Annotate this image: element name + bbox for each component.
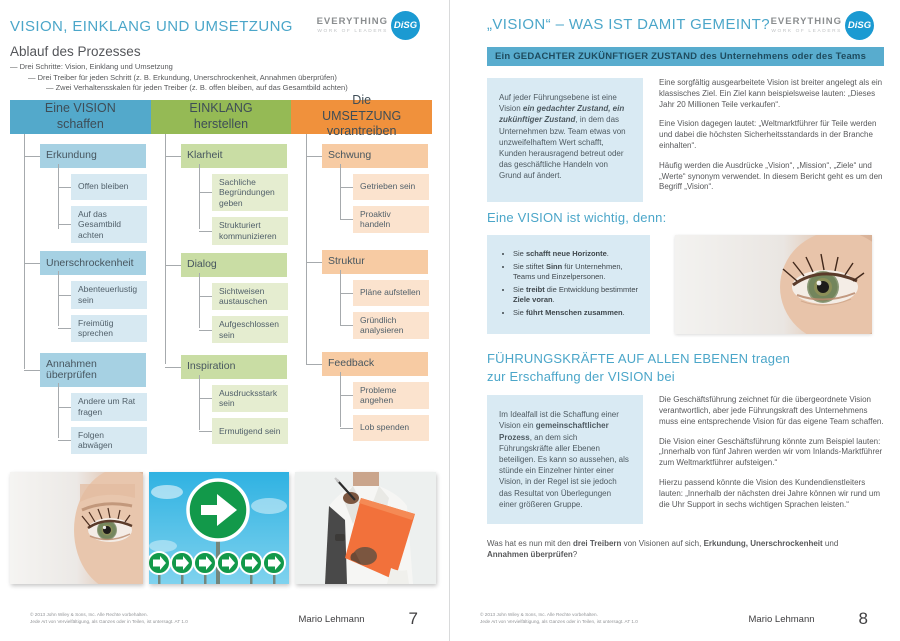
driver-group xyxy=(181,144,288,245)
paragraph: Eine Vision dagegen lautet: „Weltmarktführer für Teile werden und dabei die höchsten Sicherheitsstandards in der Branche einhalten“. xyxy=(659,119,877,150)
page-8 xyxy=(450,0,900,641)
leaders-text-column xyxy=(659,395,884,524)
importance-section xyxy=(487,235,884,334)
importance-heading: Eine VISION ist wichtig, denn: xyxy=(487,210,667,226)
skill-box: Strukturiert kommunizieren xyxy=(212,217,288,244)
process-note: — Zwei Verhaltensskalen für jeden Treiber (z. B. offen bleiben, auf das Gesamtbild achten) xyxy=(46,83,348,92)
skill-box: Aufgeschlossen sein xyxy=(212,316,288,343)
eye-closeup-photo xyxy=(10,472,143,584)
report-author: Mario Lehmann xyxy=(748,613,815,625)
bullet-item: • Sie stiftet Sinn für Unternehmen, Teams und Einzelpersonen. xyxy=(513,262,640,283)
logo-tagline: WORK OF LEADERS xyxy=(771,29,842,34)
skill-box: Probleme angehen xyxy=(353,382,429,409)
bullet-item: • Sie schafft neue Horizonte. xyxy=(513,249,640,260)
page-title: VISION, EINKLANG UND UMSETZUNG xyxy=(10,18,293,35)
process-notes xyxy=(10,62,432,94)
definition-section xyxy=(487,78,884,202)
photo-strip xyxy=(10,472,432,584)
column-header-einklang: EINKLANG herstellen xyxy=(151,100,292,134)
driver-group xyxy=(40,353,147,454)
person-with-orange-folder-photo xyxy=(295,472,436,584)
process-tree xyxy=(10,93,432,462)
column-header-vision: Eine VISION schaffen xyxy=(10,100,151,134)
driver-box: Klarheit xyxy=(181,144,287,168)
disg-logo-circle: DiSG xyxy=(391,11,420,40)
page-7-footer xyxy=(30,609,428,629)
tree-headers xyxy=(10,93,432,139)
paragraph: Die Vision einer Geschäftsführung könnte zum Beispiel lauten: „Innerhalb von fünf Jahren werden wir vom Inlands-Marktführer zum Weltmarktführer aufsteigen.“ xyxy=(659,436,883,468)
driver-group xyxy=(322,352,429,441)
copyright: © 2013 John Wiley & Sons, Inc. Alle Rechte vorbehalten. Jede Art von Vervielfältigung, als Ganzes oder in Teilen, ist untersagt. AT 1.0 xyxy=(480,612,638,625)
skill-box: Auf das Gesamtbild achten xyxy=(71,206,147,244)
skill-box: Abenteuerlustig sein xyxy=(71,281,147,308)
process-section-title: Ablauf des Prozesses xyxy=(10,44,141,59)
driver-group xyxy=(181,355,288,444)
tree-column-umsetzung xyxy=(292,134,433,462)
green-arrow-signs-photo xyxy=(149,472,289,584)
driver-group xyxy=(40,144,147,244)
definition-callout-box: Auf jeder Führungsebene ist eine Vision ein gedachter Zustand, ein zukünftiger Zustand, in dem das Unternehmen bzw. Team etwas von unzweifelhaftem Wert schafft, Kunden herausragend betreut oder das geschäftliche Handeln von Grund auf ändert. xyxy=(487,78,643,202)
skill-box: Ausdrucksstark sein xyxy=(212,385,288,412)
logo-tagline: WORK OF LEADERS xyxy=(317,29,388,34)
driver-box: Schwung xyxy=(322,144,428,168)
skill-box: Proaktiv handeln xyxy=(353,206,429,233)
skill-box: Ermutigend sein xyxy=(212,418,288,444)
leaders-callout-box: Im Idealfall ist die Schaffung einer Vision ein gemeinschaftlicher Prozess, an dem sich Führungskräfte aller Ebenen beteiligen. Es kann so aussehen, als stünde ein Einzelner hinter einer Vision, in der Regel ist sie jedoch das Resultat von Überlegungen einer größeren Gruppe. xyxy=(487,395,643,524)
importance-bullet-box xyxy=(487,235,650,334)
driver-box: Erkundung xyxy=(40,144,146,168)
driver-box: Struktur xyxy=(322,250,428,274)
skill-box: Lob spenden xyxy=(353,415,429,441)
bullet-item: • Sie führt Menschen zusammen. xyxy=(513,308,640,319)
closing-question: Was hat es nun mit den drei Treibern von Visionen auf sich, Erkundung, Unerschrockenheit und Annahmen überprüfen? xyxy=(487,538,839,560)
driver-box: Dialog xyxy=(181,253,287,277)
driver-group xyxy=(322,144,429,242)
paragraph: Eine sorgfältig ausgearbeitete Vision ist breiter angelegt als ein klassisches Ziel. Ein Ziel kann beispielsweise lauten: „Dieses Jahr 20 Millionen Teile verkaufen“. xyxy=(659,78,883,109)
leaders-section xyxy=(487,395,884,524)
driver-box: Inspiration xyxy=(181,355,287,379)
process-note: — Drei Schritte: Vision, Einklang und Umsetzung xyxy=(10,62,173,71)
driver-box: Annahmen überprüfen xyxy=(40,353,146,387)
skill-box: Sachliche Begründungen geben xyxy=(212,174,288,212)
disg-logo-circle: DiSG xyxy=(845,11,874,40)
skill-box: Folgen abwägen xyxy=(71,427,147,454)
page-divider xyxy=(449,0,450,641)
skill-box: Sichtweisen austauschen xyxy=(212,283,288,310)
everything-disg-logo xyxy=(317,11,420,40)
skill-box: Freimütig sprechen xyxy=(71,315,147,342)
skill-box: Offen bleiben xyxy=(71,174,147,200)
skill-box: Pläne aufstellen xyxy=(353,280,429,306)
skill-box: Gründlich analysieren xyxy=(353,312,429,339)
logo-everything-text: EVERYTHING xyxy=(770,16,842,27)
page-8-footer xyxy=(480,609,878,629)
driver-group xyxy=(181,253,288,347)
importance-bullet-list xyxy=(487,239,650,330)
page-number: 7 xyxy=(408,609,418,628)
skill-box: Getrieben sein xyxy=(353,174,429,200)
leaders-heading: FÜHRUNGSKRÄFTE AUF ALLEN EBENEN tragen zur Erschaffung der VISION bei xyxy=(487,351,791,384)
process-note: — Drei Treiber für jeden Schritt (z. B. Erkundung, Unerschrockenheit, Annahmen überprüfen) xyxy=(28,72,337,82)
page-title: „VISION“ – WAS IST DAMIT GEMEINT? xyxy=(487,16,770,33)
logo-everything-text: EVERYTHING xyxy=(316,16,388,27)
driver-box: Unerschrockenheit xyxy=(40,251,146,275)
copyright: © 2013 John Wiley & Sons, Inc. Alle Rechte vorbehalten. Jede Art von Vervielfältigung, als Ganzes oder in Teilen, ist untersagt. AT 1.0 xyxy=(30,612,188,625)
page-number: 8 xyxy=(858,609,868,628)
report-author: Mario Lehmann xyxy=(298,613,365,625)
definition-text-column xyxy=(659,78,884,202)
everything-disg-logo xyxy=(771,11,874,40)
bullet-item: • Sie treibt die Entwicklung bestimmter Ziele voran. xyxy=(513,285,640,306)
driver-box: Feedback xyxy=(322,352,428,376)
paragraph: Hierzu passend könnte die Vision des Kundendienstleiters lauten: „Innerhalb der nächsten drei Jahre können wir rund um die Uhr Support in sechs wichtigen Sprachen leisten.“ xyxy=(659,478,881,509)
driver-group xyxy=(40,251,147,345)
eye-closeup-photo xyxy=(675,235,872,334)
skill-box: Andere um Rat fragen xyxy=(71,393,147,420)
paragraph: Häufig werden die Ausdrücke „Vision“, „Mission“, „Ziele“ und „Werte“ synonym verwendet. In diesem Bericht geht es um den Begriff „Vision“. xyxy=(659,160,883,192)
tree-column-vision xyxy=(10,134,151,462)
column-header-umsetzung: Die UMSETZUNG vorantreiben xyxy=(291,100,432,134)
definition-banner: Ein GEDACHTER ZUKÜNFTIGER ZUSTAND des Unternehmens oder des Teams xyxy=(487,47,884,66)
paragraph: Die Geschäftsführung zeichnet für die übergeordnete Vision verantwortlich, aber jede Führungskraft des Unternehmens muss eine entsprechende Vision für das eigene Team schaffen. xyxy=(659,395,884,426)
tree-column-einklang xyxy=(151,134,292,462)
driver-group xyxy=(322,250,429,344)
